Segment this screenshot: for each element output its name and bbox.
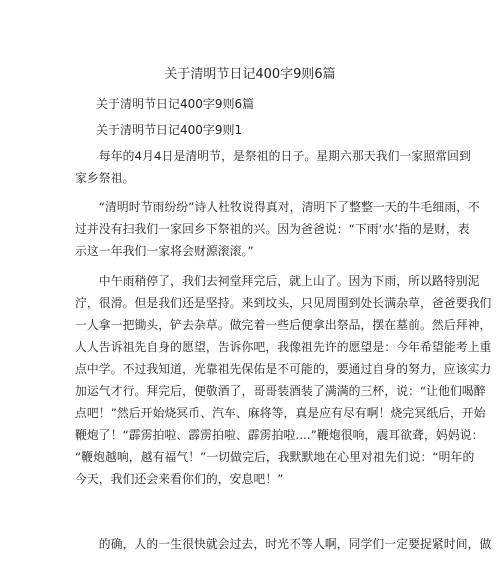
paragraph-line: 示这一年我们一家将会财源滚滚。” (75, 244, 254, 258)
paragraph-line: 的确，人的一生很快就会过去，时光不等人啊，同学们一定要捉紧时间，做 (75, 537, 492, 551)
paragraph-2 (75, 196, 481, 262)
paragraph-line: 点中学。不过我知道，光靠祖先保佑是不可能的，要通过自身的努力，应该实力 (75, 362, 492, 376)
paragraph-line: 人人告诉祖先自身的愿望，告诉你吧，我像祖先许的愿望是：今年希望能考上重 (75, 340, 492, 354)
paragraph-line: 今天，我们还会来看你们的，安息吧！” (75, 472, 284, 486)
paragraph-line: 泞，很滑。但是我们还是坚持。来到坟头，只见周围到处长满杂草，爸爸要我们 (75, 296, 492, 310)
subtitle-2: 关于清明节日记400字9则1 (96, 123, 243, 137)
paragraph-line: 点吧！”然后开始烧冥币、汽车、麻将等，真是应有尽有啊！烧完冥纸后，开始 (75, 406, 486, 420)
paragraph-line: 一人拿一把锄头，铲去杂草。做完着一些后便拿出祭品，摆在墓前。然后拜神， (75, 318, 492, 332)
document-title: 关于清明节日记400字9则6篇 (164, 67, 336, 82)
paragraph-line: 每年的4月4日是清明节，是祭祖的日子。星期六那天我们一家照常回到 (75, 149, 471, 163)
paragraph-line: 家乡祭祖。 (75, 171, 135, 185)
paragraph-line: 过并没有扫我们一家回乡下祭祖的兴。因为爸爸说：“下雨‘水’指的是财，表 (75, 222, 470, 236)
paragraph-line: 加运气才行。拜完后，便敬酒了，哥哥装酒装了满满的三杯，说：“让他们喝醉 (75, 384, 486, 398)
paragraph-4 (75, 533, 492, 555)
paragraph-line: 鞭炮了！“霹雳拍啦、霹雳拍啦、霹雳拍啦....”鞭炮很响，震耳欲聋，妈妈说： (75, 428, 484, 442)
paragraph-line: “鞭炮越响，越有福气！”一切做完后，我默默地在心里对祖先们说：“明年的 (75, 450, 475, 464)
subtitle-1: 关于清明节日记400字9则6篇 (96, 97, 255, 111)
paragraph-3 (75, 270, 492, 490)
paragraph-1 (75, 145, 471, 189)
paragraph-line: 中午雨稍停了，我们去祠堂拜完后，就上山了。因为下雨，所以路特别泥 (75, 274, 480, 288)
paragraph-line: “清明时节雨纷纷”诗人杜牧说得真对，清明下了整整一天的牛毛细雨，不 (75, 200, 481, 214)
